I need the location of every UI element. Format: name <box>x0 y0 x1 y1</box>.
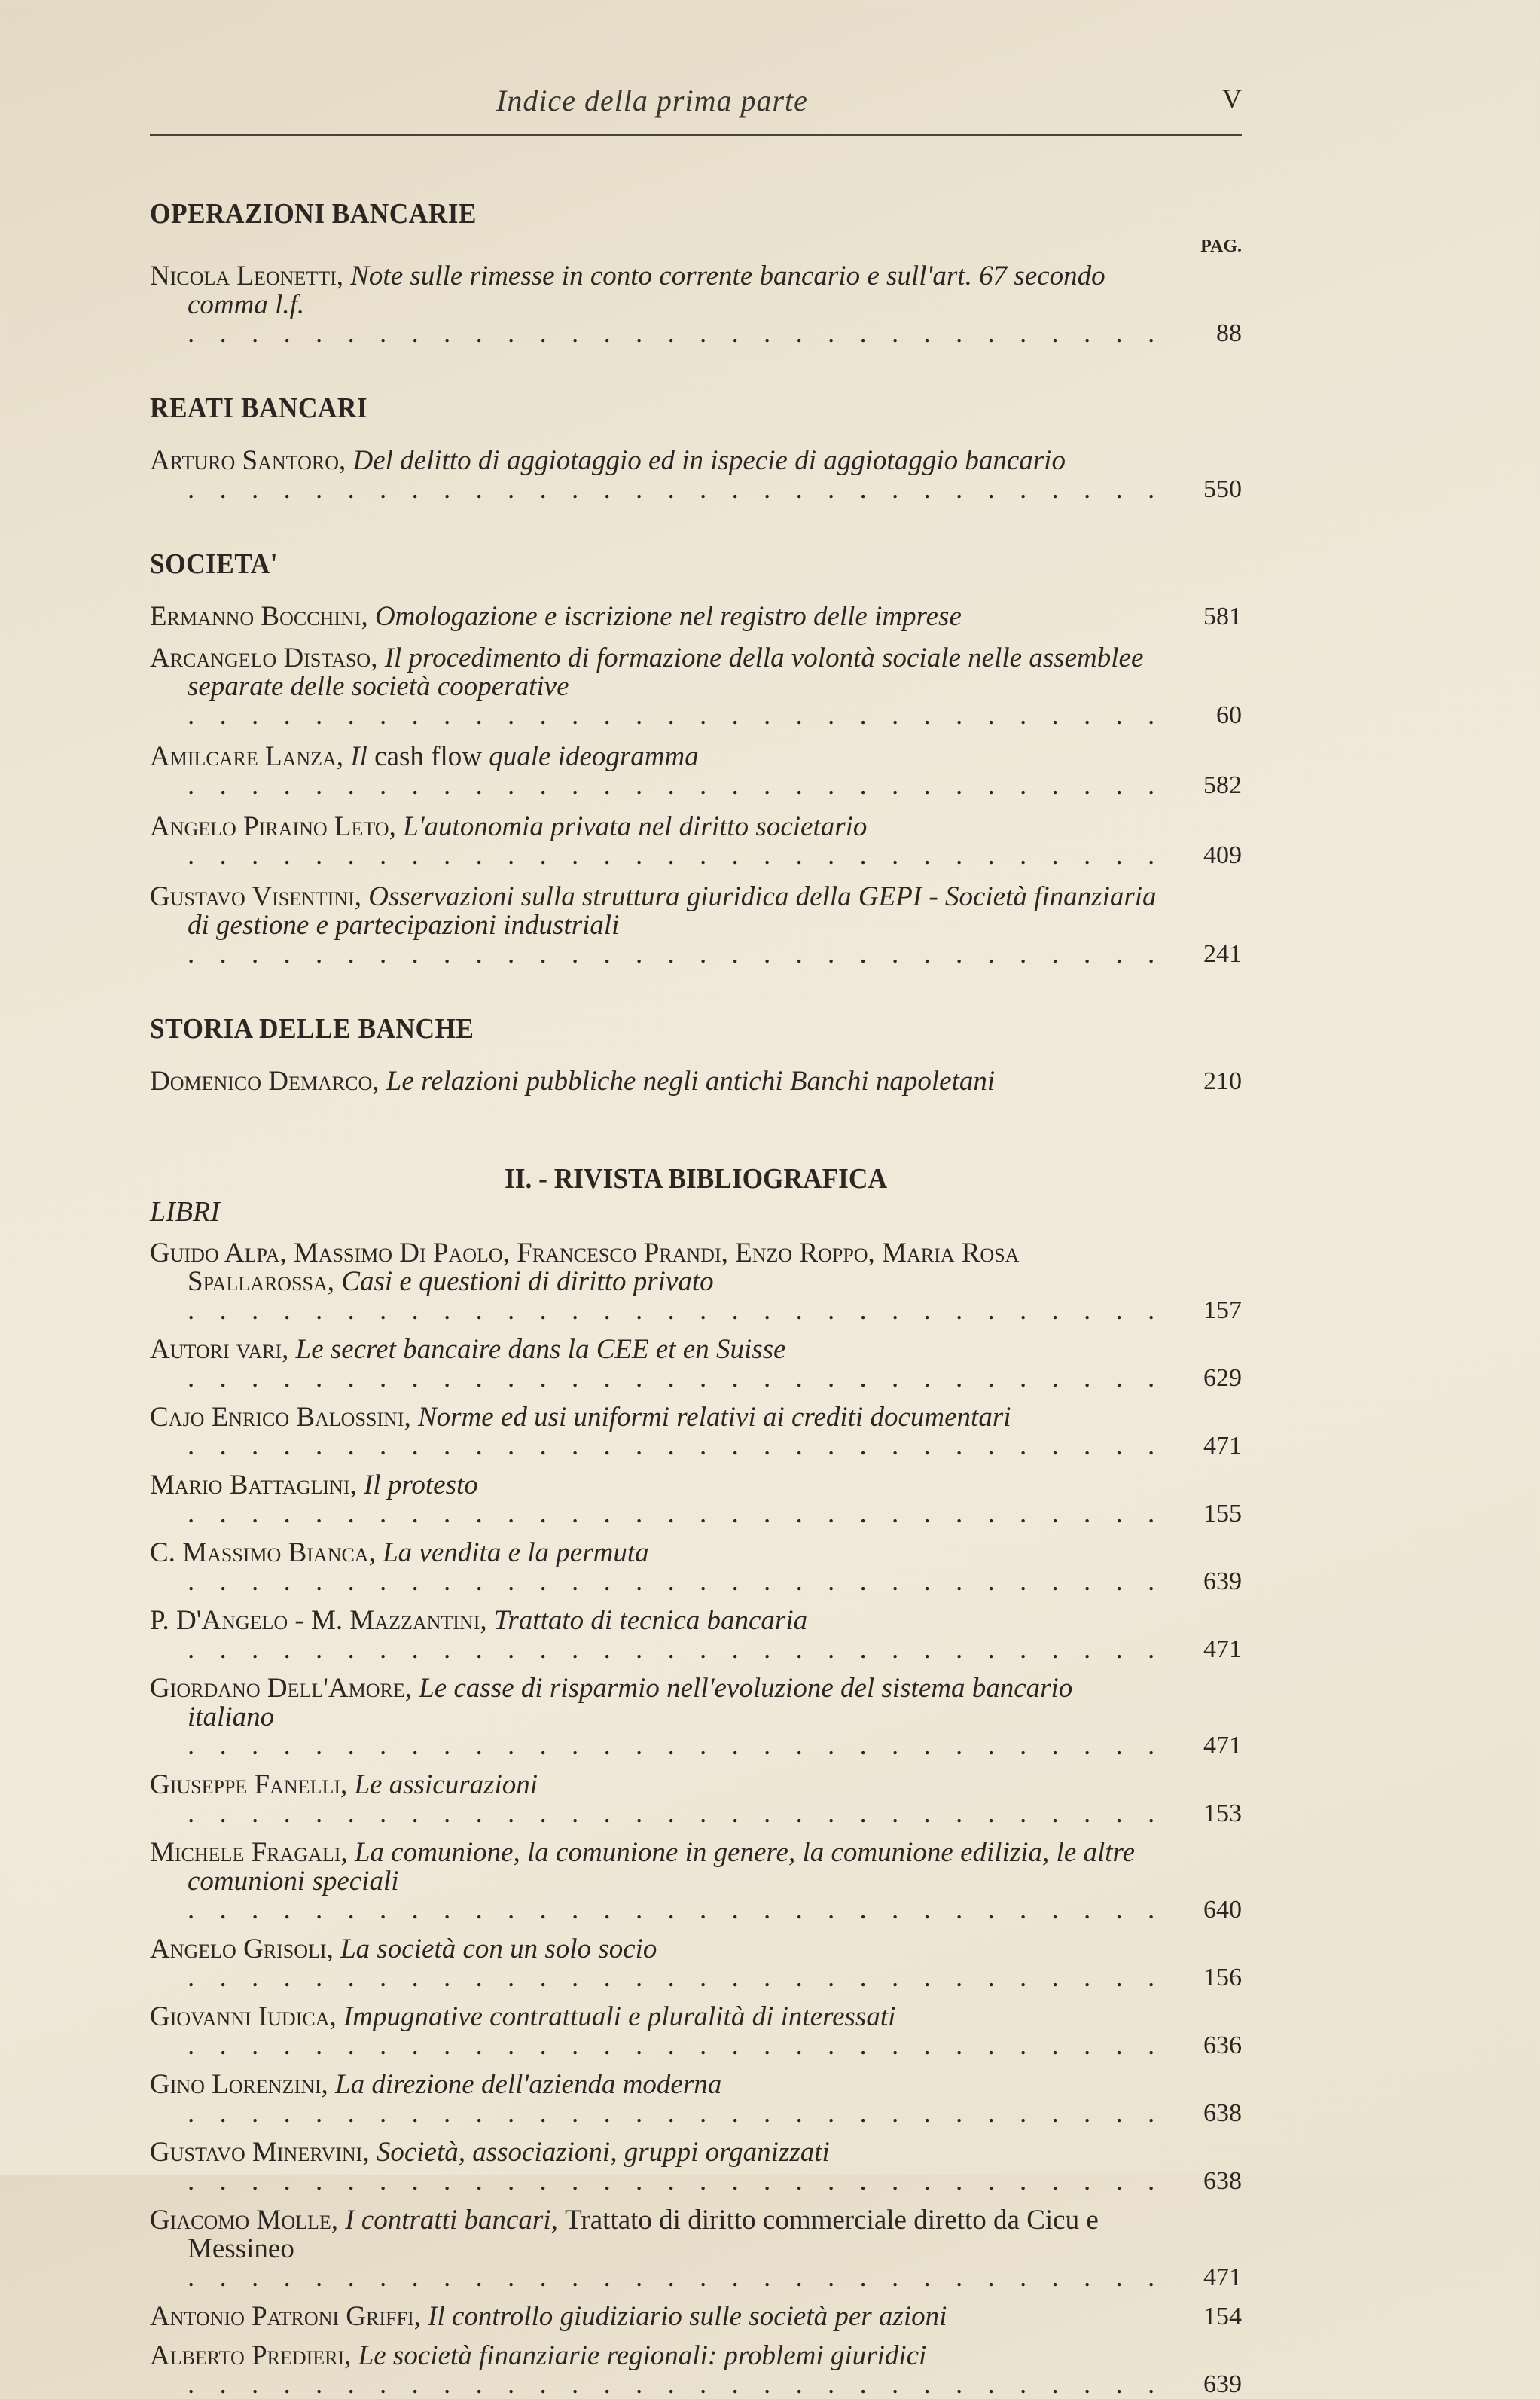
dot-leader <box>188 1430 1159 1460</box>
section-title: REATI BANCARI <box>150 392 368 424</box>
entry-page: 210 <box>1203 1067 1242 1095</box>
toc-entry <box>150 603 1242 631</box>
entry-author: Arturo Santoro <box>150 447 339 476</box>
part-title: II. - RIVISTA BIBLIOGRAFICA <box>505 1163 887 1195</box>
entry-page: 60 <box>1216 701 1242 729</box>
entry-text: Antonio Patroni Griffi, Il controllo giudiziario sulle società per azioni <box>150 2303 947 2331</box>
header-rule <box>150 134 1242 136</box>
entry-title: La vendita e la permuta <box>383 1539 649 1568</box>
toc-entry <box>150 1403 1242 1460</box>
entry-author: Arcangelo Distaso <box>150 644 371 673</box>
dot-leader <box>188 1634 1159 1664</box>
toc-entry <box>150 1335 1242 1393</box>
dot-leader <box>188 1962 1159 1992</box>
entry-title: Le relazioni pubbliche negli antichi Banchi napoletani <box>386 1067 996 1096</box>
toc-entry <box>150 1839 1242 1924</box>
section-title: OPERAZIONI BANCARIE <box>150 198 477 230</box>
dot-leader <box>188 1295 1159 1325</box>
entry-title: Le casse di risparmio nell'evoluzione del sistema bancario italiano <box>188 1674 1073 1732</box>
entry-author: Giordano Dell'Amore <box>150 1674 405 1704</box>
entry-author: Michele Fragali <box>150 1839 341 1868</box>
entry-body <box>150 1239 1159 1325</box>
entry-page: 155 <box>1203 1500 1242 1528</box>
toc-entry <box>150 1067 1242 1096</box>
entry-title: Il controllo giudiziario sulle società per azioni <box>428 2303 947 2331</box>
dot-leader <box>188 1498 1159 1528</box>
section-gap <box>150 348 1242 392</box>
toc-entry <box>150 1935 1242 1992</box>
entry-page: 629 <box>1203 1364 1242 1392</box>
toc-entry <box>150 2303 1242 2331</box>
entry-author: Amilcare Lanza <box>150 743 337 772</box>
section-title: SOCIETA' <box>150 548 279 580</box>
entry-text: Cajo Enrico Balossini, Norme ed usi uniformi relativi ai crediti documentari . . . <box>150 1403 1159 1460</box>
section-gap <box>150 1096 1242 1140</box>
entry-text: Giordano Dell'Amore, Le casse di risparmio nell'evoluzione del sistema bancario italiano . . . <box>150 1674 1159 1760</box>
entry-author: Antonio Patroni Griffi <box>150 2303 414 2331</box>
entry-page: 156 <box>1203 1964 1242 1992</box>
entry-title: Trattato di diritto commerciale diretto da Cicu e Messineo <box>188 2206 1099 2264</box>
entry-page: 581 <box>1203 603 1242 630</box>
toc-entry <box>150 2003 1242 2060</box>
entry-text: Gustavo Minervini, Società, associazioni, gruppi organizzati . . . <box>150 2138 1159 2196</box>
dot-leader <box>188 1798 1159 1828</box>
dot-leader <box>188 2098 1159 2128</box>
entry-title: Le società finanziarie regionali: problemi giuridici <box>358 2342 927 2371</box>
dot-leader <box>188 939 1159 969</box>
entry-body <box>150 1471 1159 1528</box>
entry-page: 241 <box>1203 940 1242 968</box>
entry-page: 639 <box>1203 2370 1242 2398</box>
section-title: STORIA DELLE BANCHE <box>150 1013 474 1045</box>
entry-page: 640 <box>1203 1896 1242 1924</box>
dot-leader <box>188 1894 1159 1924</box>
section-spacer <box>150 425 1242 434</box>
entry-page: 638 <box>1203 2167 1242 2195</box>
entry-body <box>150 1335 1159 1393</box>
entry-text: Gustavo Visentini, Osservazioni sulla struttura giuridica della GEPI - Società finanziaria di gestione e partecipazioni industriali . . . <box>150 883 1159 969</box>
entry-body <box>150 447 1159 504</box>
entry-body <box>150 1403 1159 1460</box>
entry-page: 88 <box>1216 319 1242 347</box>
toc-entry <box>150 1539 1242 1596</box>
entry-text: Mario Battaglini, Il protesto . . . <box>150 1471 1159 1528</box>
toc-entry <box>150 2071 1242 2128</box>
toc-entry <box>150 1771 1242 1828</box>
dot-leader <box>188 318 1159 348</box>
entry-body <box>150 1067 1159 1096</box>
entry-author: Angelo Piraino Leto <box>150 813 389 842</box>
dot-leader <box>188 474 1159 504</box>
entry-title: quale ideogramma <box>481 743 699 772</box>
running-header <box>150 83 1242 128</box>
entry-text: Giuseppe Fanelli, Le assicurazioni . . . <box>150 1771 1159 1828</box>
entry-text: Angelo Grisoli, La società con un solo socio . . . <box>150 1935 1159 1992</box>
entry-author: Gustavo Minervini <box>150 2138 363 2168</box>
section-spacer <box>150 581 1242 590</box>
entry-page: 154 <box>1203 2303 1242 2330</box>
entry-title: Casi e questioni di diritto privato <box>341 1266 714 1297</box>
entry-body <box>150 1839 1159 1924</box>
toc-entry <box>150 262 1242 348</box>
entry-body <box>150 2206 1159 2292</box>
entry-author: Domenico Demarco <box>150 1067 373 1096</box>
dot-leader <box>188 2166 1159 2196</box>
entry-title: La direzione dell'azienda moderna <box>335 2071 722 2100</box>
entry-body <box>150 2303 1159 2331</box>
entry-body <box>150 603 1159 631</box>
entry-body <box>150 644 1159 730</box>
entry-text: Arcangelo Distaso, Il procedimento di formazione della volontà sociale nelle assemblee separate delle società cooperative . . . <box>150 644 1159 730</box>
entry-title: Impugnative contrattuali e pluralità di interessati <box>343 2003 896 2032</box>
toc-entry <box>150 447 1242 504</box>
entry-text: Domenico Demarco, Le relazioni pubbliche negli antichi Banchi napoletani <box>150 1067 996 1096</box>
entry-text: C. Massimo Bianca, La vendita e la permuta . . . <box>150 1539 1159 1596</box>
entry-body <box>150 1539 1159 1596</box>
entry-page: 638 <box>1203 2099 1242 2127</box>
entry-author: Autori vari <box>150 1335 282 1365</box>
section-gap <box>150 504 1242 548</box>
entry-author: Angelo Grisoli <box>150 1935 327 1964</box>
entry-author: C. Massimo Bianca <box>150 1539 369 1568</box>
entry-text: Angelo Piraino Leto, L'autonomia privata nel diritto societario . . . <box>150 813 1159 870</box>
entry-page: 471 <box>1203 1732 1242 1760</box>
dot-leader <box>188 1363 1159 1393</box>
entry-body <box>150 1771 1159 1828</box>
entry-title: Società, associazioni, gruppi organizzati <box>376 2138 830 2168</box>
entry-title: Norme ed usi uniformi relativi ai crediti documentari <box>417 1403 1011 1433</box>
dot-leader <box>188 770 1159 800</box>
entry-author: Giuseppe Fanelli <box>150 1771 340 1800</box>
entry-title: Osservazioni sulla struttura giuridica della GEPI - Società finanziaria di gestione e partecipazioni industriali <box>188 883 1157 941</box>
entry-text: P. D'Angelo - M. Mazzantini, Trattato di tecnica bancaria . . . <box>150 1607 1159 1664</box>
entry-body <box>150 2138 1159 2196</box>
dot-leader <box>188 2369 1159 2399</box>
entry-title: Il protesto <box>363 1471 478 1500</box>
entry-page: 409 <box>1203 841 1242 869</box>
entry-text: Arturo Santoro, Del delitto di aggiotaggio ed in ispecie di aggiotaggio bancario . . . <box>150 447 1159 504</box>
toc-entry <box>150 813 1242 870</box>
entry-author: Ermanno Bocchini <box>150 603 361 631</box>
entry-title: Trattato di tecnica bancaria <box>493 1607 808 1636</box>
entry-title: cash flow <box>374 743 482 772</box>
entry-page: 582 <box>1203 771 1242 799</box>
entry-author: Gino Lorenzini <box>150 2071 322 2100</box>
entry-body <box>150 262 1159 348</box>
toc-entry <box>150 1471 1242 1528</box>
entry-author: Gustavo Visentini <box>150 883 355 912</box>
section-gap <box>150 969 1242 1012</box>
toc-entry <box>150 743 1242 800</box>
entry-text: Michele Fragali, La comunione, la comunione in genere, la comunione edilizia, le altre comunioni speciali . . . <box>150 1839 1159 1924</box>
entry-page: 636 <box>1203 2031 1242 2059</box>
entry-body <box>150 1607 1159 1664</box>
entry-page: 157 <box>1203 1296 1242 1324</box>
entry-page: 153 <box>1203 1799 1242 1827</box>
entry-title: Le assicurazioni <box>354 1771 538 1800</box>
entry-text: Gino Lorenzini, La direzione dell'azienda moderna . . . <box>150 2071 1159 2128</box>
dot-leader <box>188 2262 1159 2292</box>
entry-title: I contratti bancari, <box>345 2206 566 2236</box>
entry-text: Alberto Predieri, Le società finanziarie regionali: problemi giuridici . . . <box>150 2342 1159 2399</box>
entry-author: Giovanni Iudica <box>150 2003 330 2032</box>
entry-author: Guido Alpa, Massimo Di Paolo, Francesco Prandi, Enzo Roppo, Maria Rosa Spallarossa <box>150 1239 1020 1297</box>
entry-title: Il <box>350 743 375 772</box>
entry-title: La società con un solo socio <box>340 1935 657 1964</box>
entry-body <box>150 2342 1159 2399</box>
entry-body <box>150 743 1159 800</box>
pag-column-label: PAG. <box>1200 237 1242 256</box>
toc-entry <box>150 2206 1242 2292</box>
toc-entry <box>150 1239 1242 1325</box>
entry-body <box>150 2003 1159 2060</box>
dot-leader <box>188 840 1159 870</box>
page-number: V <box>1222 84 1242 114</box>
entry-text: Amilcare Lanza, Il cash flow quale ideogramma . . . <box>150 743 1159 800</box>
toc-entry <box>150 883 1242 969</box>
entry-page: 471 <box>1203 1432 1242 1460</box>
toc-entry <box>150 2342 1242 2399</box>
entry-body <box>150 1935 1159 1992</box>
entry-author: Mario Battaglini <box>150 1471 350 1500</box>
entry-text: Giovanni Iudica, Impugnative contrattuali e pluralità di interessati . . . <box>150 2003 1159 2060</box>
entry-title: Note sulle rimesse in conto corrente bancario e sull'art. 67 secondo comma l.f. <box>188 262 1105 320</box>
running-title: Indice della prima parte <box>496 84 808 118</box>
entry-author: Cajo Enrico Balossini <box>150 1403 404 1433</box>
entry-page: 639 <box>1203 1567 1242 1595</box>
entry-author: Alberto Predieri <box>150 2342 345 2371</box>
entry-author: Nicola Leonetti <box>150 262 337 291</box>
toc-entry <box>150 1674 1242 1760</box>
dot-leader <box>188 2030 1159 2060</box>
entry-author: P. D'Angelo - M. Mazzantini <box>150 1607 480 1636</box>
entry-body <box>150 813 1159 870</box>
entry-title: Le secret bancaire dans la CEE et en Suisse <box>295 1335 786 1365</box>
dot-leader <box>188 700 1159 730</box>
entry-title: Omologazione e iscrizione nel registro delle imprese <box>374 603 962 631</box>
entry-text: Guido Alpa, Massimo Di Paolo, Francesco Prandi, Enzo Roppo, Maria Rosa Spallarossa, Casi e questioni di diritto privato . . . <box>150 1239 1159 1325</box>
entry-author: Giacomo Molle <box>150 2206 331 2236</box>
table-of-contents <box>150 197 1242 2399</box>
entry-page: 550 <box>1203 475 1242 503</box>
dot-leader <box>188 1730 1159 1760</box>
entry-body <box>150 2071 1159 2128</box>
entry-text: Ermanno Bocchini, Omologazione e iscrizione nel registro delle imprese <box>150 603 962 631</box>
entry-text: Autori vari, Le secret bancaire dans la CEE et en Suisse . . . <box>150 1335 1159 1393</box>
dot-leader <box>188 1566 1159 1596</box>
entry-page: 471 <box>1203 2263 1242 2291</box>
toc-entry <box>150 1607 1242 1664</box>
entry-text: Nicola Leonetti, Note sulle rimesse in conto corrente bancario e sull'art. 67 secondo comma l.f. . . . <box>150 262 1159 348</box>
entry-title: L'autonomia privata nel diritto societario <box>403 813 868 842</box>
section-spacer <box>150 1045 1242 1055</box>
entry-text: Giacomo Molle, I contratti bancari, Trattato di diritto commerciale diretto da Cicu e Messineo . . . <box>150 2206 1159 2292</box>
entry-title: Del delitto di aggiotaggio ed in ispecie di aggiotaggio bancario <box>352 447 1066 476</box>
toc-entry <box>150 644 1242 730</box>
entry-body <box>150 1674 1159 1760</box>
entry-body <box>150 883 1159 969</box>
entry-title: Il procedimento di formazione della volontà sociale nelle assemblee separate delle società cooperative <box>188 644 1144 702</box>
entry-title: La comunione, la comunione in genere, la comunione edilizia, le altre comunioni speciali <box>188 1839 1136 1897</box>
entry-page: 471 <box>1203 1635 1242 1663</box>
toc-entry <box>150 2138 1242 2196</box>
part-subtitle: LIBRI <box>150 1196 220 1228</box>
